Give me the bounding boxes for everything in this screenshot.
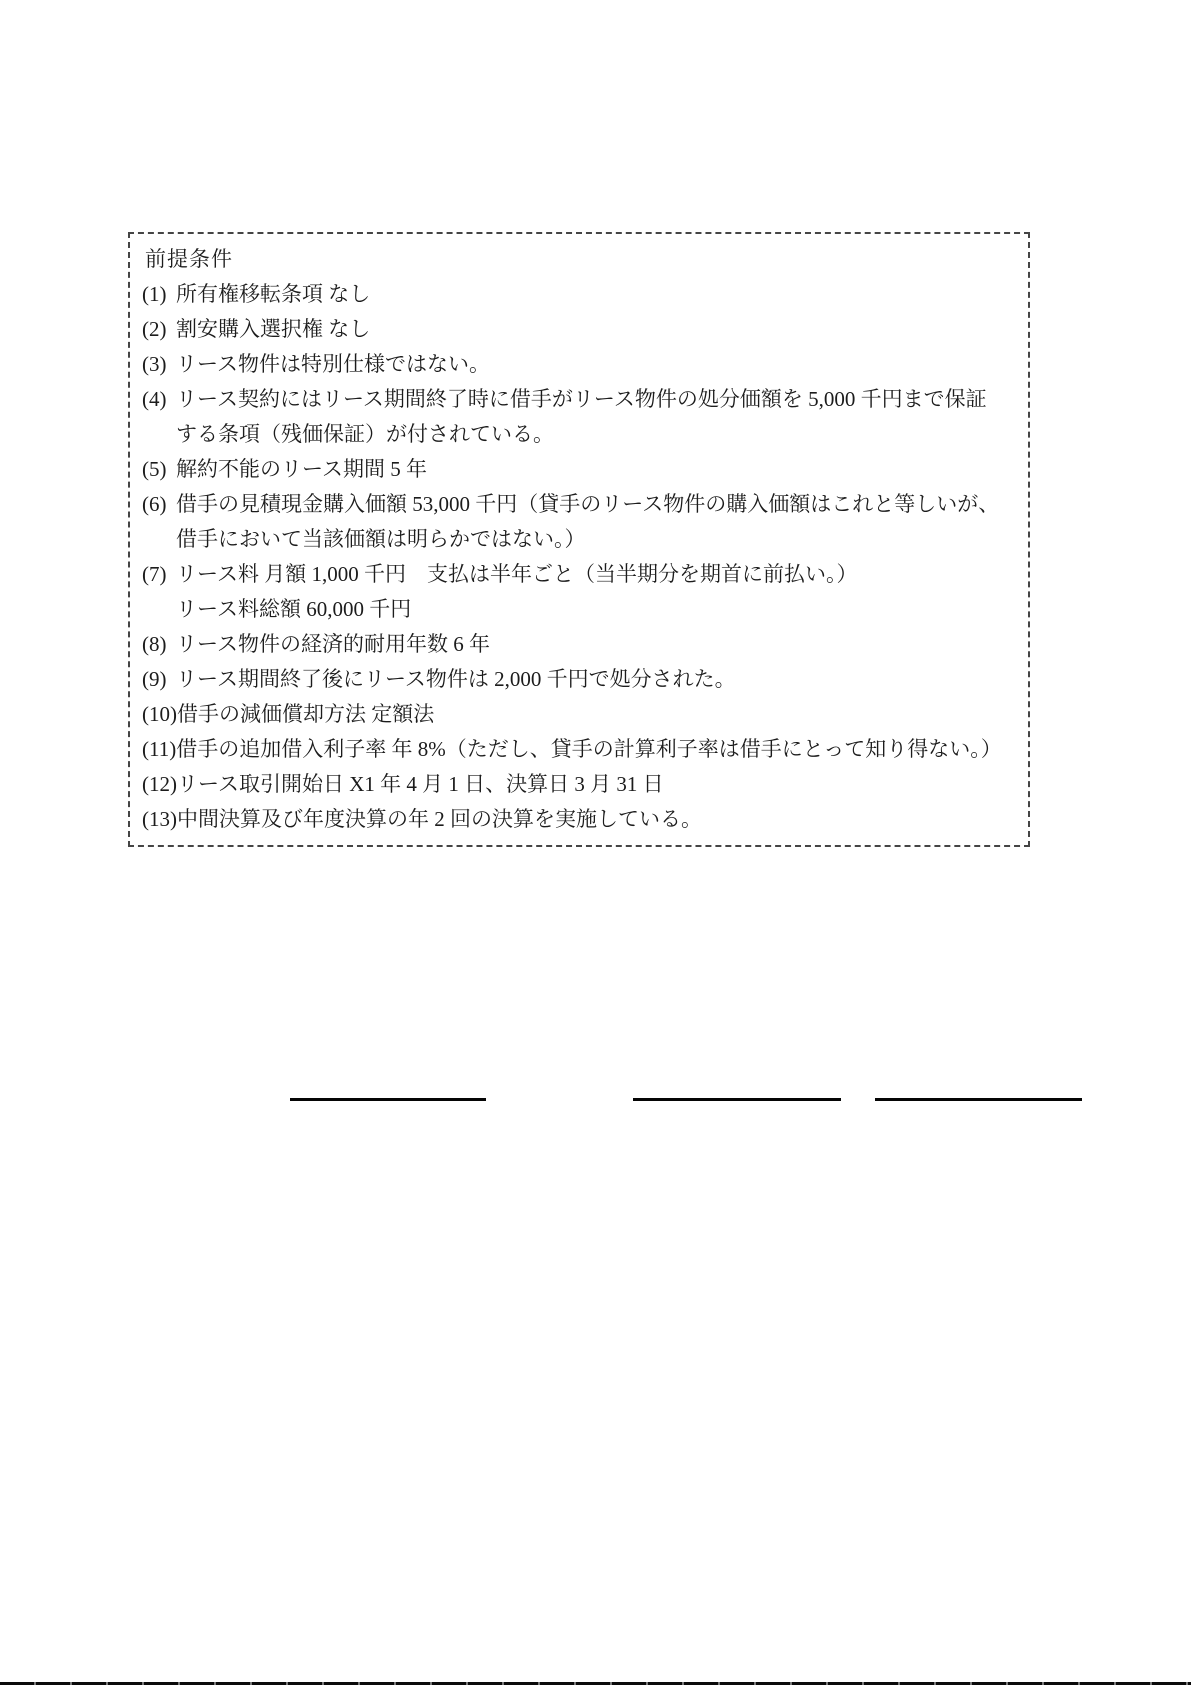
item-number: (11) (142, 737, 177, 761)
list-item (142, 697, 1022, 732)
item-text: する条項（残価保証）が付されている。 (176, 422, 554, 446)
list-item (142, 312, 1022, 347)
item-number: (13) (142, 807, 177, 831)
answer-blank-line-2 (633, 1098, 841, 1101)
item-number: (6) (142, 492, 167, 516)
item-number: (2) (142, 317, 167, 341)
item-text: 借手において当該価額は明らかではない。） (176, 527, 586, 551)
item-number: (5) (142, 457, 167, 481)
list-item-continuation (142, 592, 1022, 627)
item-text: リース契約にはリース期間終了時に借手がリース物件の処分価額を 5,000 千円まで保証 (176, 387, 987, 411)
item-text: リース料 月額 1,000 千円 支払は半年ごと（当半期分を期首に前払い。） (176, 562, 858, 586)
list-item (142, 382, 1022, 417)
item-text: 借手の減価償却方法 定額法 (177, 702, 435, 726)
item-text: 借手の追加借入利子率 年 8%（ただし、貸手の計算利子率は借手にとって知り得ない。） (176, 737, 1002, 761)
list-item (142, 802, 1022, 837)
list-item (142, 277, 1022, 312)
list-item (142, 487, 1022, 522)
item-number: (4) (142, 387, 167, 411)
item-number: (1) (142, 282, 167, 306)
item-text: 解約不能のリース期間 5 年 (176, 457, 427, 481)
list-item (142, 627, 1022, 662)
item-number: (7) (142, 562, 167, 586)
item-number: (10) (142, 702, 177, 726)
list-item (142, 347, 1022, 382)
list-item-continuation (142, 522, 1022, 557)
item-number: (9) (142, 667, 167, 691)
item-text: リース物件の経済的耐用年数 6 年 (176, 632, 490, 656)
item-number: (3) (142, 352, 167, 376)
precondition-box (128, 232, 1030, 847)
list-item (142, 452, 1022, 487)
list-item-continuation (142, 417, 1022, 452)
item-text: 割安購入選択権 なし (176, 317, 371, 341)
item-text: 借手の見積現金購入価額 53,000 千円（貸手のリース物件の購入価額はこれと等しいが、 (176, 492, 1000, 516)
item-text: リース期間終了後にリース物件は 2,000 千円で処分された。 (176, 667, 736, 691)
item-number: (8) (142, 632, 167, 656)
answer-blank-line-3 (875, 1098, 1082, 1101)
answer-blank-line-1 (290, 1098, 486, 1101)
item-text: リース取引開始日 X1 年 4 月 1 日、決算日 3 月 31 日 (177, 772, 664, 796)
item-text: 所有権移転条項 なし (176, 282, 371, 306)
list-item (142, 767, 1022, 802)
list-item (142, 732, 1022, 767)
item-number: (12) (142, 772, 177, 796)
box-title: 前提条件 (145, 247, 233, 271)
item-text: 中間決算及び年度決算の年 2 回の決算を実施している。 (177, 807, 702, 831)
list-item (142, 557, 1022, 592)
item-text: リース料総額 60,000 千円 (176, 597, 412, 621)
item-text: リース物件は特別仕様ではない。 (176, 352, 490, 376)
list-item (142, 662, 1022, 697)
